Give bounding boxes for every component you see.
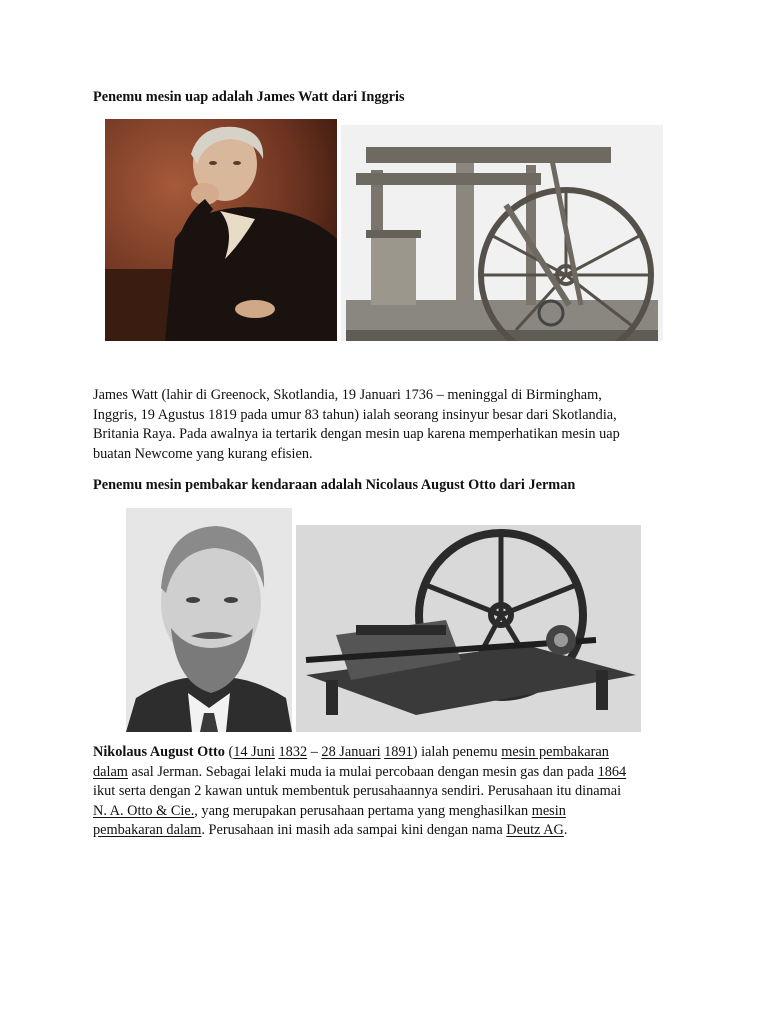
- paragraph-line: Britania Raya. Pada awalnya ia tertarik dengan mesin uap karena memperhatikan mesin uap: [93, 426, 620, 442]
- paragraph-line: Inggris, 19 Agustus 1819 pada umur 83 tahun) ialah seorang insinyur besar dari Skotlandia,: [93, 406, 617, 423]
- paragraph-line: [93, 802, 683, 822]
- link-death-day[interactable]: 28 Januari: [321, 744, 381, 760]
- text-fragment: (: [224, 744, 234, 760]
- paragraph-line: [93, 821, 683, 841]
- paragraph-line: buatan Newcome yang kurang efisien.: [93, 445, 313, 462]
- paragraph-line: [93, 763, 683, 783]
- james-watt-portrait: [105, 119, 337, 341]
- paragraph-line: [93, 743, 683, 763]
- link-internal-combustion-engine-cont[interactable]: dalam: [93, 763, 128, 780]
- text-fragment: asal Jerman. Sebagai lelaki muda ia mulai percobaan dengan mesin gas dan pada: [127, 763, 598, 780]
- link-death-year[interactable]: 1891: [384, 744, 413, 760]
- heading-nicolaus-otto: Penemu mesin pembakar kendaraan adalah Nicolaus August Otto dari Jerman: [93, 477, 576, 493]
- link-year-1864[interactable]: 1864: [597, 763, 627, 780]
- link-internal-combustion-engine-2[interactable]: mesin: [531, 802, 566, 819]
- otto-engine-photo: [296, 525, 641, 732]
- text-fragment: .: [563, 822, 568, 838]
- text-fragment: ) ialah penemu: [412, 744, 502, 760]
- link-internal-combustion-engine[interactable]: mesin pembakaran: [501, 744, 609, 760]
- text-fragment: , yang merupakan perusahaan pertama yang menghasilkan: [194, 802, 532, 819]
- nikolaus-otto-paragraph: [93, 743, 683, 841]
- link-deutz-ag[interactable]: Deutz AG: [506, 822, 564, 838]
- text-fragment: . Perusahaan ini masih ada sampai kini dengan nama: [201, 822, 507, 838]
- link-birth-year[interactable]: 1832: [278, 744, 308, 760]
- paragraph-line: ikut serta dengan 2 kawan untuk membentuk perusahaannya sendiri. Perusahaan itu dinamai: [93, 783, 622, 799]
- heading-james-watt: Penemu mesin uap adalah James Watt dari Inggris: [93, 89, 405, 105]
- paragraph-line: James Watt (lahir di Greenock, Skotlandia, 19 Januari 1736 – meninggal di Birmingham,: [93, 387, 602, 403]
- person-name: Nikolaus August Otto: [93, 744, 225, 760]
- link-birth-day[interactable]: 14 Juni: [233, 744, 275, 760]
- watt-steam-engine-photo: [341, 125, 663, 341]
- link-company[interactable]: N. A. Otto & Cie.: [93, 802, 195, 819]
- link-internal-combustion-engine-2-cont[interactable]: pembakaran dalam: [93, 822, 202, 838]
- james-watt-paragraph: [93, 386, 683, 464]
- text-fragment: –: [307, 744, 322, 760]
- nikolaus-otto-portrait: [126, 508, 292, 732]
